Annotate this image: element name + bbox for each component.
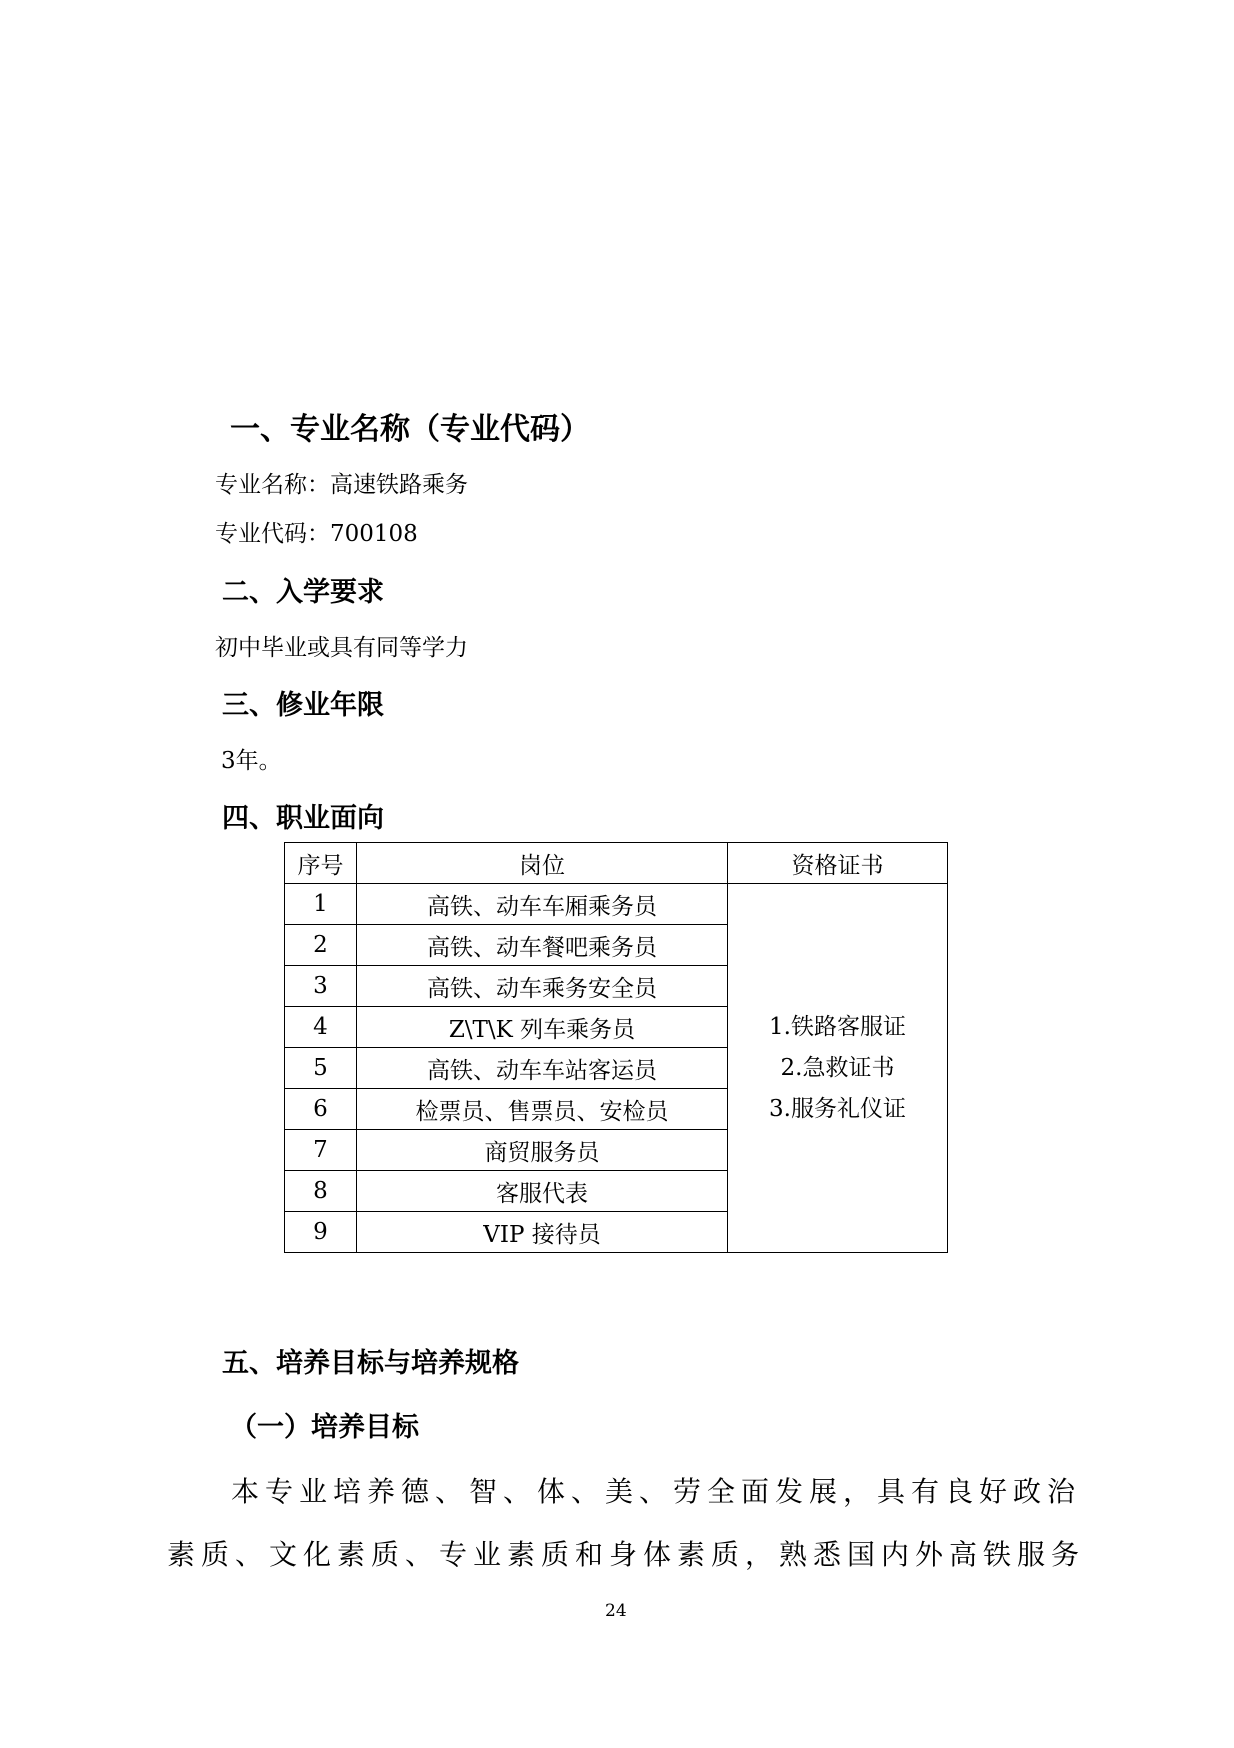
header-certificate: 资格证书 <box>728 843 948 884</box>
paragraph-line-2: 素质、文化素质、专业素质和身体素质，熟悉国内外高铁服务 <box>167 1538 1086 1571</box>
major-code-line: 专业代码：700108 <box>215 521 418 547</box>
admission-requirement: 初中毕业或具有同等学力 <box>215 635 468 661</box>
page-number: 24 <box>605 1601 627 1621</box>
table-row <box>285 884 948 925</box>
career-orientation-table <box>284 842 948 1253</box>
certificate-item: 1.铁路客服证 <box>769 1013 906 1040</box>
row-post: VIP 接待员 <box>357 1212 728 1253</box>
certificate-item: 2.急救证书 <box>780 1054 895 1081</box>
row-post: Z\T\K 列车乘务员 <box>357 1007 728 1048</box>
row-post: 检票员、售票员、安检员 <box>357 1089 728 1130</box>
section-1-heading: 一、专业名称（专业代码） <box>230 412 590 447</box>
study-duration: 3年。 <box>221 748 282 774</box>
row-post: 高铁、动车餐吧乘务员 <box>357 925 728 966</box>
row-serial: 1 <box>285 884 357 925</box>
table-header-row <box>285 843 948 884</box>
row-serial: 9 <box>285 1212 357 1253</box>
row-post: 高铁、动车乘务安全员 <box>357 966 728 1007</box>
section-5-heading: 五、培养目标与培养规格 <box>222 1348 519 1379</box>
row-serial: 3 <box>285 966 357 1007</box>
row-post: 高铁、动车车厢乘务员 <box>357 884 728 925</box>
section-5-subheading: （一）培养目标 <box>230 1412 419 1443</box>
row-serial: 2 <box>285 925 357 966</box>
row-post: 客服代表 <box>357 1171 728 1212</box>
row-post: 高铁、动车车站客运员 <box>357 1048 728 1089</box>
row-serial: 6 <box>285 1089 357 1130</box>
paragraph-line-1: 本专业培养德、智、体、美、劳全面发展，具有良好政治 <box>231 1475 1082 1508</box>
row-serial: 8 <box>285 1171 357 1212</box>
header-serial: 序号 <box>285 843 357 884</box>
section-4-heading: 四、职业面向 <box>222 803 384 834</box>
row-serial: 7 <box>285 1130 357 1171</box>
section-2-heading: 二、入学要求 <box>222 577 384 608</box>
header-post: 岗位 <box>357 843 728 884</box>
certificates-cell <box>728 884 948 1253</box>
certificate-item: 3.服务礼仪证 <box>769 1095 906 1122</box>
row-post: 商贸服务员 <box>357 1130 728 1171</box>
row-serial: 5 <box>285 1048 357 1089</box>
major-name-line: 专业名称：高速铁路乘务 <box>215 472 468 498</box>
section-3-heading: 三、修业年限 <box>222 690 384 721</box>
row-serial: 4 <box>285 1007 357 1048</box>
